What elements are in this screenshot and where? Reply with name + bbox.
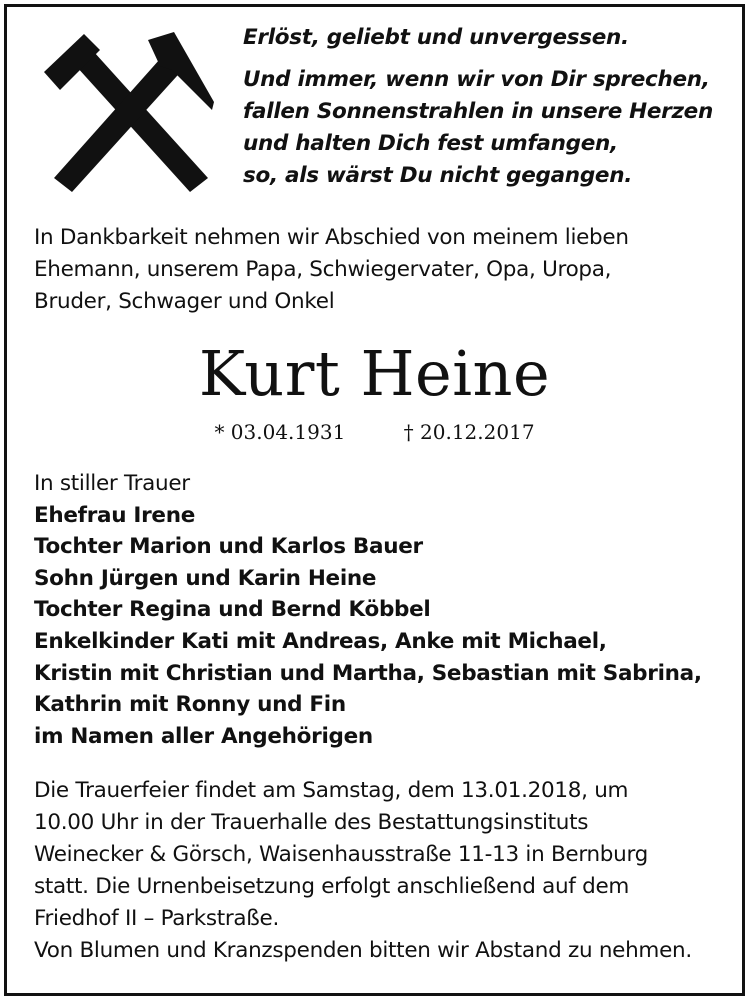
service-details: [34, 775, 734, 967]
verse-line: und halten Dich fest umfangen,: [243, 131, 618, 156]
mourner-line: Sohn Jürgen und Karin Heine: [34, 565, 377, 591]
verse-first-line: Erlöst, geliebt und unvergessen.: [243, 25, 629, 50]
mourner-line: Kristin mit Christian und Martha, Sebastian mit Sabrina,: [34, 660, 702, 686]
mourners-heading: In stiller Trauer: [34, 471, 190, 496]
mourner-line: im Namen aller Angehörigen: [34, 723, 373, 749]
mourner-line: Kathrin mit Ronny und Fin: [34, 692, 346, 718]
mourner-line: Ehefrau Irene: [34, 502, 196, 528]
service-line: Die Trauerfeier findet am Samstag, dem 13.01.2018, um: [34, 778, 629, 803]
intro-text: [34, 222, 724, 318]
mourner-line: Enkelkinder Kati mit Andreas, Anke mit Michael,: [34, 628, 607, 654]
intro-line: Bruder, Schwager und Onkel: [34, 289, 335, 314]
verse-line: fallen Sonnenstrahlen in unsere Herzen: [243, 99, 713, 124]
life-dates: [0, 417, 749, 447]
death-date: † 20.12.2017: [403, 420, 535, 444]
mourner-line: Tochter Marion und Karlos Bauer: [34, 534, 423, 560]
service-line: Von Blumen und Kranzspenden bitten wir Abstand zu nehmen.: [34, 938, 692, 963]
birth-date: * 03.04.1931: [214, 420, 346, 444]
service-line: Friedhof II – Parkstraße.: [34, 906, 279, 931]
service-line: statt. Die Urnenbeisetzung erfolgt anschließend auf dem: [34, 874, 630, 899]
mourner-line: Tochter Regina und Bernd Köbbel: [34, 597, 431, 623]
intro-line: Ehemann, unserem Papa, Schwiegervater, Opa, Uropa,: [34, 257, 612, 282]
memorial-verse: [243, 22, 723, 192]
deceased-name: Kurt Heine: [198, 337, 551, 410]
intro-line: In Dankbarkeit nehmen wir Abschied von meinem lieben: [34, 225, 629, 250]
mourners-list: [34, 468, 734, 752]
service-line: Weinecker & Görsch, Waisenhausstraße 11-13 in Bernburg: [34, 842, 648, 867]
service-line: 10.00 Uhr in der Trauerhalle des Bestattungsinstituts: [34, 810, 589, 835]
verse-line: Und immer, wenn wir von Dir sprechen,: [243, 67, 710, 92]
verse-line: so, als wärst Du nicht gegangen.: [243, 163, 633, 188]
crossed-hammers-icon: [36, 28, 226, 198]
